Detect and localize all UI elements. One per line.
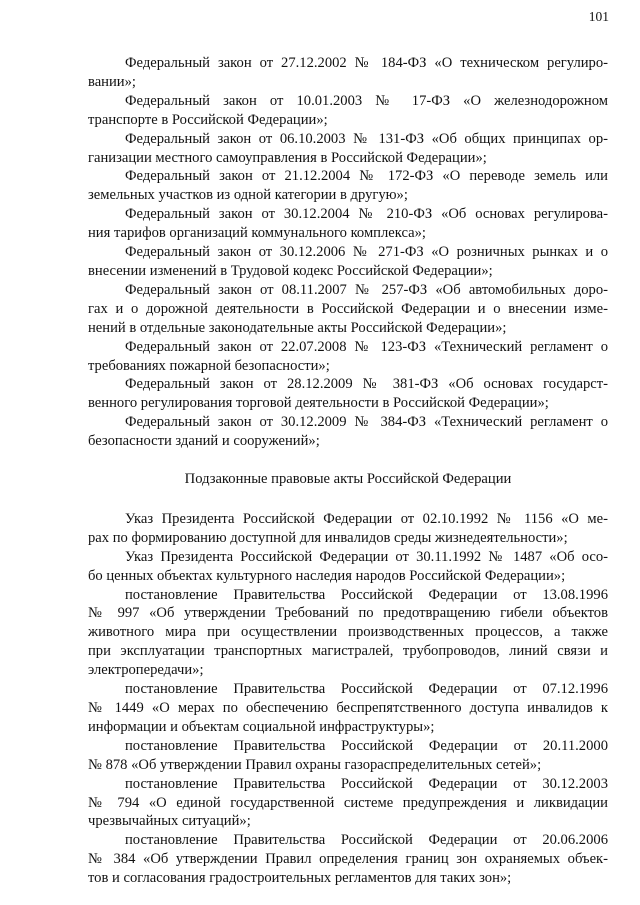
act-item xyxy=(88,548,608,586)
text-line: Федеральный закон от 10.01.2003 № 17-ФЗ «О железнодорожном xyxy=(125,92,608,109)
law-item xyxy=(88,243,608,281)
text-line: рах по формированию доступной для инвалидов среды жизнедеятельности»; xyxy=(88,529,568,546)
text-line: Федеральный закон от 30.12.2004 № 210-ФЗ «Об основах регулирова- xyxy=(125,206,608,223)
text-line: при эксплуатации транспортных магистралей, трубопроводов, линий связи и xyxy=(88,643,608,660)
text-line: электропередачи»; xyxy=(88,662,204,679)
text-line: постановление Правительства Российской Федерации от 13.08.1996 xyxy=(125,586,608,603)
text-line: животного мира при осуществлении производственных процессов, а также xyxy=(88,624,608,641)
section-heading: Подзаконные правовые акты Российской Федерации xyxy=(184,471,512,488)
text-line: Федеральный закон от 28.12.2009 № 381-ФЗ «Об основах государст- xyxy=(125,376,608,393)
text-line: постановление Правительства Российской Федерации от 20.06.2006 xyxy=(125,832,608,849)
text-line: Федеральный закон от 06.10.2003 № 131-ФЗ «Об общих принципах ор- xyxy=(125,130,608,147)
law-item xyxy=(88,167,608,205)
federal-laws-list xyxy=(88,54,608,451)
text-line: внесении изменений в Трудовой кодекс Российской Федерации»; xyxy=(88,262,493,279)
text-line: постановление Правительства Российской Федерации от 20.11.2000 xyxy=(125,737,608,754)
text-line: ганизации местного самоуправления в Российской Федерации»; xyxy=(88,149,487,166)
act-item xyxy=(88,586,608,681)
text-line: транспорте в Российской Федерации»; xyxy=(88,111,328,128)
text-line: Федеральный закон от 30.12.2009 № 384-ФЗ «Технический регламент о xyxy=(125,414,608,431)
bylaws-list xyxy=(88,510,608,888)
page-number: 101 xyxy=(588,9,609,24)
text-line: постановление Правительства Российской Федерации от 07.12.1996 xyxy=(125,681,608,698)
text-line: № 997 «Об утверждении Требований по предотвращению гибели объектов xyxy=(88,605,608,622)
law-item xyxy=(88,338,608,376)
law-item xyxy=(88,375,608,413)
text-line: Федеральный закон от 21.12.2004 № 172-ФЗ «О переводе земель или xyxy=(125,168,608,185)
text-line: гах и о дорожной деятельности в Российской Федерации и о внесении изме- xyxy=(88,300,608,317)
text-line: информации и объектам социальной инфраструктуры»; xyxy=(88,718,435,735)
text-line: Федеральный закон от 30.12.2006 № 271-ФЗ «О розничных рынках и о xyxy=(125,244,608,261)
text-line: бо ценных объектах культурного наследия народов Российской Федерации»; xyxy=(88,567,566,584)
law-item xyxy=(88,205,608,243)
text-line: безопасности зданий и сооружений»; xyxy=(88,433,320,450)
text-line: постановление Правительства Российской Федерации от 30.12.2003 xyxy=(125,775,608,792)
text-line: требованиях пожарной безопасности»; xyxy=(88,357,330,374)
text-line: Федеральный закон от 27.12.2002 № 184-ФЗ «О техническом регулиро- xyxy=(125,55,608,71)
law-item xyxy=(88,54,608,92)
document-body xyxy=(88,54,608,888)
text-line: Указ Президента Российской Федерации от 30.11.1992 № 1487 «Об осо- xyxy=(125,548,608,565)
text-line: ния тарифов организаций коммунального комплекса»; xyxy=(88,225,426,242)
text-line: № 1449 «О мерах по обеспечению беспрепятственного доступа инвалидов к xyxy=(88,700,608,716)
text-line: чрезвычайных ситуаций»; xyxy=(88,813,251,830)
law-item xyxy=(88,130,608,168)
text-line: Федеральный закон от 22.07.2008 № 123-ФЗ «Технический регламент о xyxy=(125,338,608,355)
act-item xyxy=(88,510,608,548)
law-item xyxy=(88,281,608,338)
text-line: № 384 «Об утверждении Правил определения границ зон охраняемых объек- xyxy=(88,851,608,868)
text-line: тов и согласования градостроительных регламентов для таких зон»; xyxy=(88,870,512,887)
text-line: венного регулирования торговой деятельности в Российской Федерации»; xyxy=(88,395,549,412)
act-item xyxy=(88,775,608,832)
act-item xyxy=(88,831,608,888)
law-item xyxy=(88,92,608,130)
text-line: земельных участков из одной категории в другую»; xyxy=(88,187,408,204)
text-line: № 878 «Об утверждении Правил охраны газораспределительных сетей»; xyxy=(88,756,542,773)
act-item xyxy=(88,680,608,737)
text-line: Федеральный закон от 08.11.2007 № 257-ФЗ «Об автомобильных доро- xyxy=(125,281,608,298)
text-line: № 794 «О единой государственной системе предупреждения и ликвидации xyxy=(88,794,608,811)
law-item xyxy=(88,413,608,451)
act-item xyxy=(88,737,608,775)
text-line: Указ Президента Российской Федерации от 02.10.1992 № 1156 «О ме- xyxy=(125,510,608,527)
text-line: нений в отдельные законодательные акты Российской Федерации»; xyxy=(88,319,507,336)
text-line: вании»; xyxy=(88,73,136,90)
